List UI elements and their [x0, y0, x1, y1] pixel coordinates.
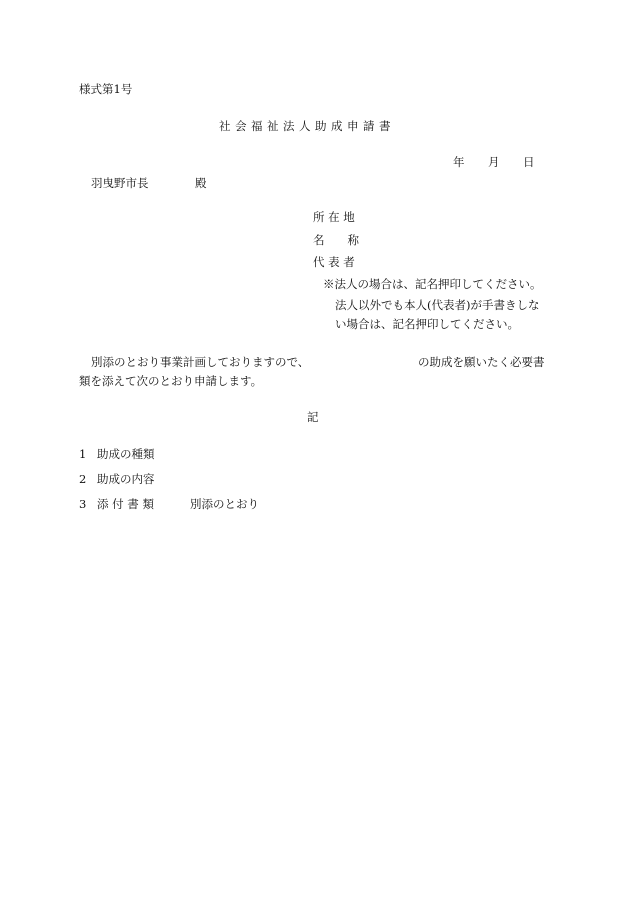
seal-note-line-3: い場合は、記名押印してください。: [335, 317, 519, 331]
form-number: 様式第1号: [79, 82, 133, 96]
date-year-label: 年: [453, 155, 465, 169]
item-label: 助成の種類: [97, 447, 155, 461]
document-title: 社会福祉法人助成申請書: [219, 119, 395, 133]
seal-note-line-2: 法人以外でも本人(代表者)が手書きしな: [335, 298, 540, 312]
address-label: 所 在 地: [313, 210, 355, 224]
name-label: 名 称: [313, 233, 359, 247]
item-number: 3: [79, 497, 87, 511]
body-line-2: 類を添えて次のとおり申請します。: [79, 374, 263, 388]
date-day-label: 日: [523, 155, 535, 169]
item-label: 添 付 書 類: [97, 497, 154, 511]
item-label: 助成の内容: [97, 472, 155, 486]
date-month-label: 月: [488, 155, 500, 169]
item-number: 1: [79, 447, 87, 461]
body-line-1-start: 別添のとおり事業計画しておりますので、: [91, 355, 310, 369]
representative-label: 代 表 者: [313, 255, 355, 269]
ki-heading: 記: [307, 410, 319, 424]
seal-note-line-1: ※法人の場合は、記名押印してください。: [323, 277, 542, 291]
item-value: 別添のとおり: [190, 497, 259, 511]
item-number: 2: [79, 472, 87, 486]
addressee-name: 羽曳野市長: [91, 176, 149, 190]
body-line-1-end: の助成を願いたく必要書: [418, 355, 545, 369]
addressee-honorific: 殿: [195, 176, 207, 190]
